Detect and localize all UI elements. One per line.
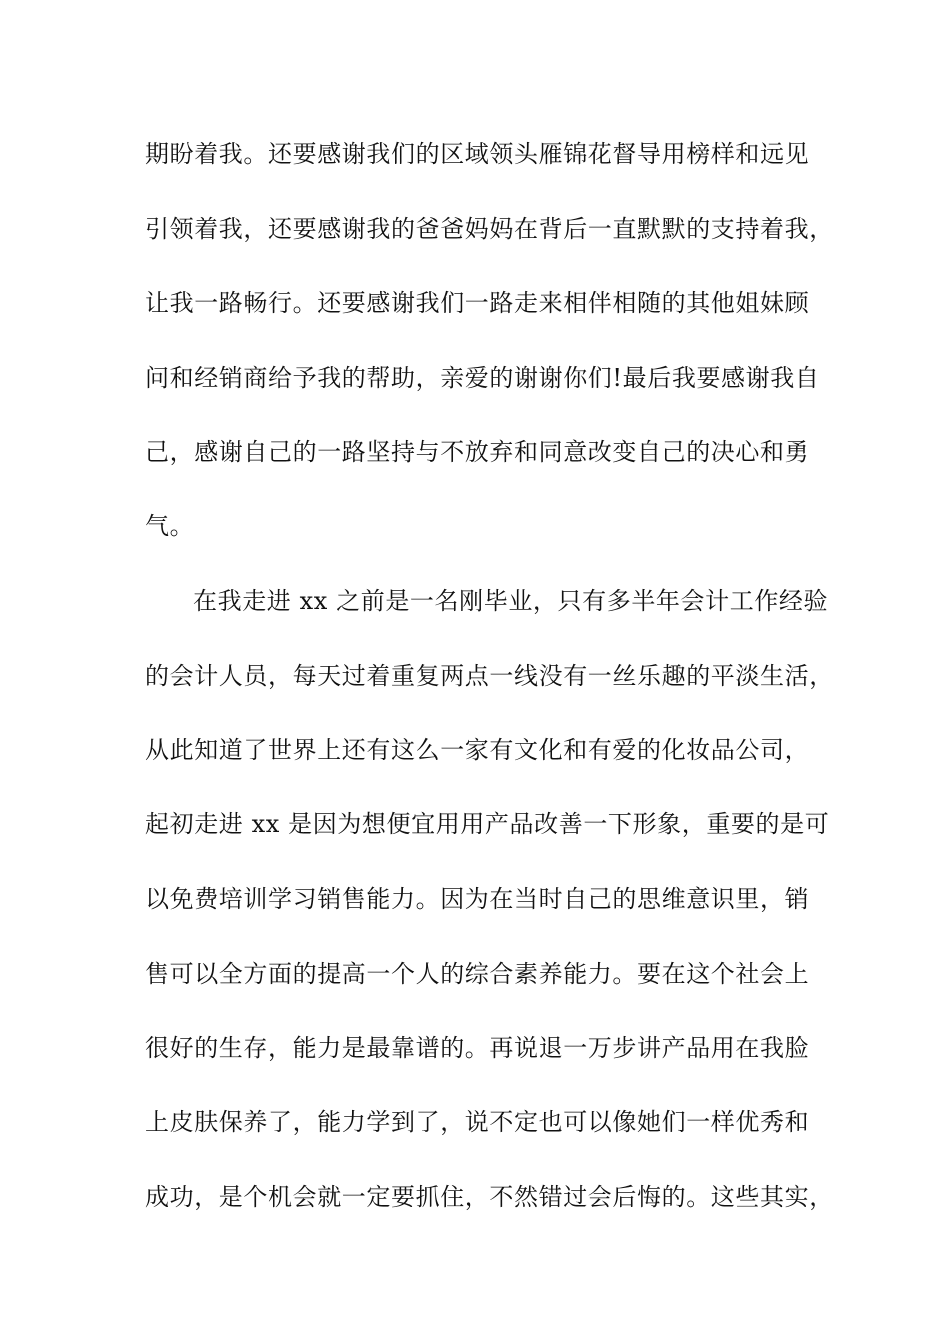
text-line: 期盼着我。还要感谢我们的区域领头雁锦花督导用榜样和远见 [145, 140, 810, 168]
text-line: 以免费培训学习销售能力。因为在当时自己的思维意识里，销 [145, 885, 810, 913]
text-line: 问和经销商给予我的帮助，亲爱的谢谢你们!最后我要感谢我自 [145, 364, 820, 392]
text-line: 售可以全方面的提高一个人的综合素养能力。要在这个社会上 [145, 960, 810, 988]
text-line: 成功，是个机会就一定要抓住，不然错过会后悔的。这些其实， [145, 1183, 834, 1211]
text-line: 从此知道了世界上还有这么一家有文化和有爱的化妆品公司， [145, 736, 810, 764]
text-line: 起初走进 xx 是因为想便宜用用产品改善一下形象，重要的是可 [145, 810, 830, 838]
text-line: 引领着我，还要感谢我的爸爸妈妈在背后一直默默的支持着我， [145, 215, 834, 243]
text-line: 上皮肤保养了，能力学到了，说不定也可以像她们一样优秀和 [145, 1108, 810, 1136]
text-line: 让我一路畅行。还要感谢我们一路走来相伴相随的其他姐妹顾 [145, 289, 810, 317]
paragraph-first-line: 在我走进 xx 之前是一名刚毕业，只有多半年会计工作经验 [193, 587, 829, 615]
text-line: 己，感谢自己的一路坚持与不放弃和同意改变自己的决心和勇 [145, 438, 810, 466]
text-line: 气。 [145, 512, 195, 540]
text-line: 很好的生存，能力是最靠谱的。再说退一万步讲产品用在我脸 [145, 1034, 810, 1062]
text-line: 的会计人员，每天过着重复两点一线没有一丝乐趣的平淡生活， [145, 662, 834, 690]
